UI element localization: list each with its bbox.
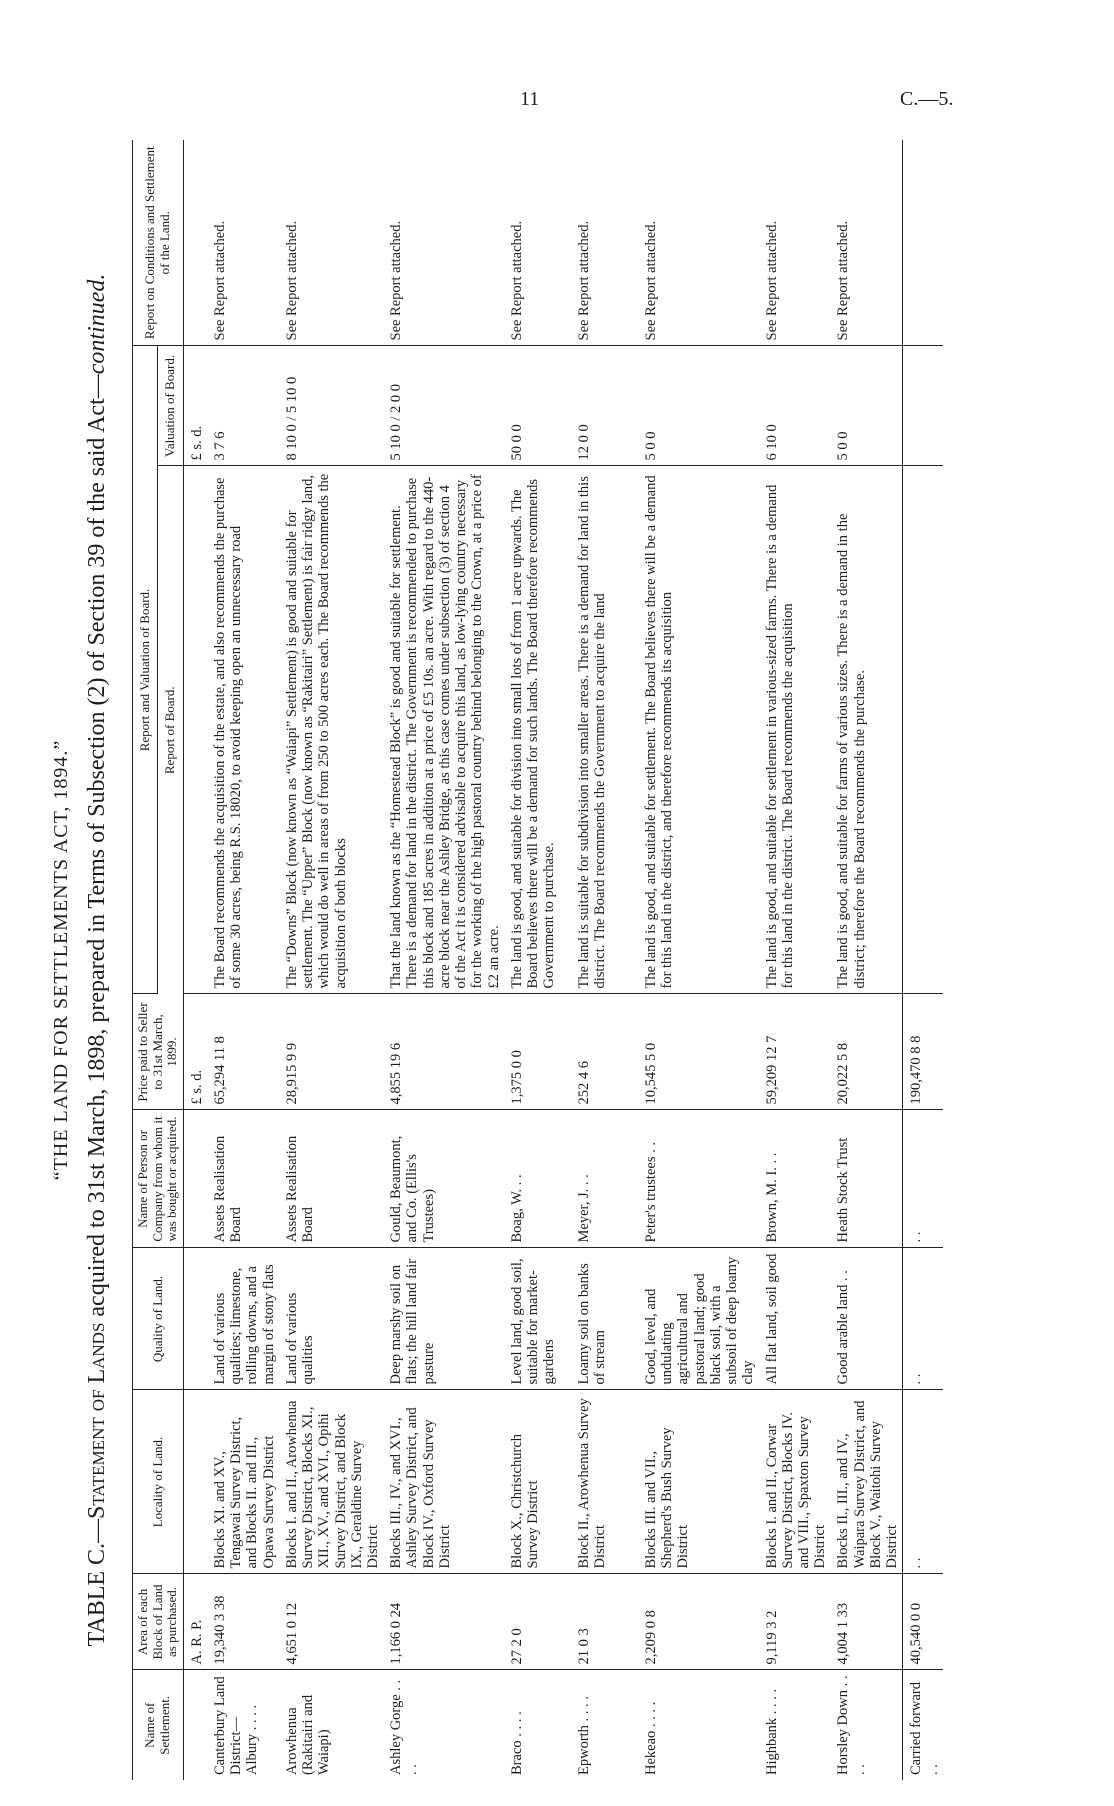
- locality-text: Blocks II., III., and IV., Waipara Survey District, and Block V., Waitohi Survey District: [830, 1390, 902, 1574]
- valuation-units: £ s. d.: [183, 346, 207, 466]
- settlements-table: [132, 140, 943, 1780]
- col-locality: Locality of Land.: [133, 1390, 184, 1574]
- quality-text: Loamy soil on banks of stream: [571, 1248, 638, 1390]
- col-quality: Quality of Land.: [133, 1248, 184, 1390]
- board-report: That the land known as the “Homestead Block” is good and suitable for settlement. There is a demand for land in the district. The Government is recommended to purchase this block and 185 acres in addition at a price of £5 10s. an acre. With regard to the 440-acre block near the Ashley Bridge, as this case comes under subsection (3) of section 4 of the Act it is considered advisable to acquire this land, as low-lying country necessary for the working of the high pastoral country behind belonging to the Crown, at a price of £2 an acre.: [383, 466, 504, 994]
- table-title: [84, 140, 111, 1780]
- statement-title: Statement of Lands: [84, 1322, 110, 1519]
- col-conditions: Report on Conditions and Settlement of the Land.: [133, 140, 184, 346]
- seller-name: Assets Realisation Board: [279, 1110, 383, 1248]
- conditions-text: See Report attached.: [207, 140, 279, 346]
- valuation-value: 5 0 0: [830, 346, 902, 466]
- quality-text: Good, level, and undulating agricultural and pastoral land; good black soil, with a subsoil of deep loamy clay: [638, 1248, 759, 1390]
- table-label: TABLE C.—: [84, 1518, 110, 1647]
- col-person: Name of Person or Company from whom it was bought or acquired.: [133, 1110, 184, 1248]
- settlement-name: Arowhenua (Rakitairi and Waiapi): [283, 1694, 333, 1775]
- conditions-text: See Report attached.: [504, 140, 571, 346]
- page-number: 11: [520, 88, 540, 110]
- table-row: [207, 140, 279, 1780]
- carried-forward-row: [903, 140, 943, 1780]
- area-value: 19,340 3 38: [207, 1574, 279, 1670]
- seller-name: Brown, M. I. . .: [759, 1110, 831, 1248]
- conditions-text: See Report attached.: [279, 140, 383, 346]
- board-report: The land is good, and suitable for division into small lots of from 1 acre upwards. The Board believes there will be a demand for such lands. The Board therefore recommends Government to purchase.: [504, 466, 571, 994]
- price-value: 59,209 12 7: [759, 994, 831, 1110]
- document-code: C.—5.: [900, 88, 954, 110]
- settlement-name: Braco . . . .: [508, 1711, 525, 1775]
- settlement-name: Horsley Down . . . .: [835, 1675, 868, 1775]
- board-report: The land is good, and suitable for settlement in various-sized farms. There is a demand for this land in the district. The Board recommends the acquisition: [759, 466, 831, 994]
- col-name: Name of Settlement.: [133, 1670, 184, 1780]
- conditions-text: See Report attached.: [638, 140, 759, 346]
- seller-name: Assets Realisation Board: [207, 1110, 279, 1248]
- quality-text: Good arable land . .: [830, 1248, 902, 1390]
- statement-rest: acquired to 31st March, 1898, prepared in Terms of Subsection (2) of Section 39 of the said Act—: [84, 374, 110, 1323]
- col-valuation: Valuation of Board.: [158, 346, 183, 466]
- valuation-value: 12 0 0: [571, 346, 638, 466]
- table-row: [759, 140, 831, 1780]
- board-report: The land is good, and suitable for farms of various sizes. There is a demand in the district; therefore the Board recommends the purchase.: [830, 466, 902, 994]
- conditions-text: See Report attached.: [383, 140, 504, 346]
- price-value: 10,545 5 0: [638, 994, 759, 1110]
- valuation-value: 5 0 0: [638, 346, 759, 466]
- locality-text: Blocks XI. and XV., Tengawai Survey District, and Blocks II. and III., Opawa Survey District: [207, 1390, 279, 1574]
- area-value: 2,209 0 8: [638, 1574, 759, 1670]
- rotated-table-page: [40, 140, 1050, 1780]
- area-value: 27 2 0: [504, 1574, 571, 1670]
- board-report: The land is suitable for subdivision into smaller areas. There is a demand for land in this district. The Board recommends the Government to acquire the land: [571, 466, 638, 994]
- quality-text: Land of various qualities; limestone, rolling downs, and a margin of stony flats: [207, 1248, 279, 1390]
- board-report: The “Downs” Block (now known as “Waiapi” Settlement) is good and suitable for settlement. The “Upper” Block (now known as “Rakitairi” Settlement) is fair ridgy land, which would do well in areas of from 250 to 500 acres each. The Board recommends the acquisition of both blocks: [279, 466, 383, 994]
- carried-forward-label: Carried forward . .: [903, 1670, 943, 1780]
- price-value: 65,294 11 8: [207, 994, 279, 1110]
- carried-price: 190,470 8 8: [903, 994, 943, 1110]
- conditions-text: See Report attached.: [759, 140, 831, 346]
- area-units: A. R. P.: [183, 1574, 207, 1670]
- board-report: The Board recommends the acquisition of the estate, and also recommends the purchase of some 30 acres, being R.S. 18020, to avoid keeping open an unnecessary road: [207, 466, 279, 994]
- carried-quality: . .: [903, 1248, 943, 1390]
- price-value: 4,855 19 6: [383, 994, 504, 1110]
- seller-name: Peter's trustees . .: [638, 1110, 759, 1248]
- locality-text: Block X., Christchurch Survey District: [504, 1390, 571, 1574]
- locality-text: Blocks I. and II., Corwar Survey District, Blocks IV. and VIII., Spaxton Survey District: [759, 1390, 831, 1574]
- valuation-value: 6 10 0: [759, 346, 831, 466]
- table-row: [638, 140, 759, 1780]
- price-value: 252 4 6: [571, 994, 638, 1110]
- settlement-name: Epworth . . . .: [575, 1696, 592, 1775]
- settlement-name: Ashley Gorge . . . .: [388, 1679, 421, 1775]
- locality-text: Blocks I. and II., Arowhenua Survey District, Blocks XI., XII., XV., and XVI., Opihi Survey District, and Block IX., Geraldine Survey District: [279, 1390, 383, 1574]
- locality-text: Blocks III. and VII., Shepherd's Bush Survey District: [638, 1390, 759, 1574]
- act-title: “THE LAND FOR SETTLEMENTS ACT, 1894.”: [50, 739, 72, 1181]
- col-price: Price paid to Seller to 31st March, 1899.: [133, 994, 184, 1110]
- seller-name: Gould, Beaumont, and Co. (Ellis's Trustees): [383, 1110, 504, 1248]
- quality-text: Deep marshy soil on flats; the hill land fair pasture: [383, 1248, 504, 1390]
- area-value: 21 0 3: [571, 1574, 638, 1670]
- table-row: [571, 140, 638, 1780]
- settlement-name: Canterbury Land District— Albury . . . .: [211, 1676, 261, 1775]
- continued-label: continued.: [84, 273, 110, 375]
- carried-person: . .: [903, 1110, 943, 1248]
- carried-area: 40,540 0 0: [903, 1574, 943, 1670]
- price-value: 20,022 5 8: [830, 994, 902, 1110]
- quality-text: All flat land, soil good: [759, 1248, 831, 1390]
- locality-text: Blocks III., IV., and XVI., Ashley Survey District, and Block IV., Oxford Survey District: [383, 1390, 504, 1574]
- table-row: [830, 140, 902, 1780]
- table-row: [383, 140, 504, 1780]
- price-value: 1,375 0 0: [504, 994, 571, 1110]
- settlement-name: Highbank . . . .: [763, 1688, 780, 1775]
- area-value: 4,004 1 33: [830, 1574, 902, 1670]
- settlement-name: Hekeao . . . .: [642, 1701, 659, 1775]
- area-value: 1,166 0 24: [383, 1574, 504, 1670]
- table-row: [504, 140, 571, 1780]
- area-value: 9,119 3 2: [759, 1574, 831, 1670]
- quality-text: Land of various qualities: [279, 1248, 383, 1390]
- valuation-value: 8 10 0 / 5 10 0: [279, 346, 383, 466]
- table-row: [279, 140, 383, 1780]
- valuation-value: 50 0 0: [504, 346, 571, 466]
- conditions-text: See Report attached.: [571, 140, 638, 346]
- col-area: Area of each Block of Land as purchased.: [133, 1574, 184, 1670]
- seller-name: Heath Stock Trust: [830, 1110, 902, 1248]
- seller-name: Boag, W. . .: [504, 1110, 571, 1248]
- valuation-value: 5 10 0 / 2 0 0: [383, 346, 504, 466]
- area-value: 4,651 0 12: [279, 1574, 383, 1670]
- valuation-value: 3 7 6: [207, 346, 279, 466]
- board-report: The land is good, and suitable for settlement. The Board believes there will be a demand for this land in the district, and therefore recommends its acquisition: [638, 466, 759, 994]
- quality-text: Level land, good soil, suitable for market-gardens: [504, 1248, 571, 1390]
- carried-locality: . .: [903, 1390, 943, 1574]
- col-report: Report of Board.: [158, 466, 183, 994]
- conditions-text: See Report attached.: [830, 140, 902, 346]
- seller-name: Meyer, J. . .: [571, 1110, 638, 1248]
- price-value: 28,915 9 9: [279, 994, 383, 1110]
- locality-text: Block II., Arowhenua Survey District: [571, 1390, 638, 1574]
- col-report-group: Report and Valuation of Board.: [133, 346, 158, 994]
- price-units: £ s. d.: [183, 994, 207, 1110]
